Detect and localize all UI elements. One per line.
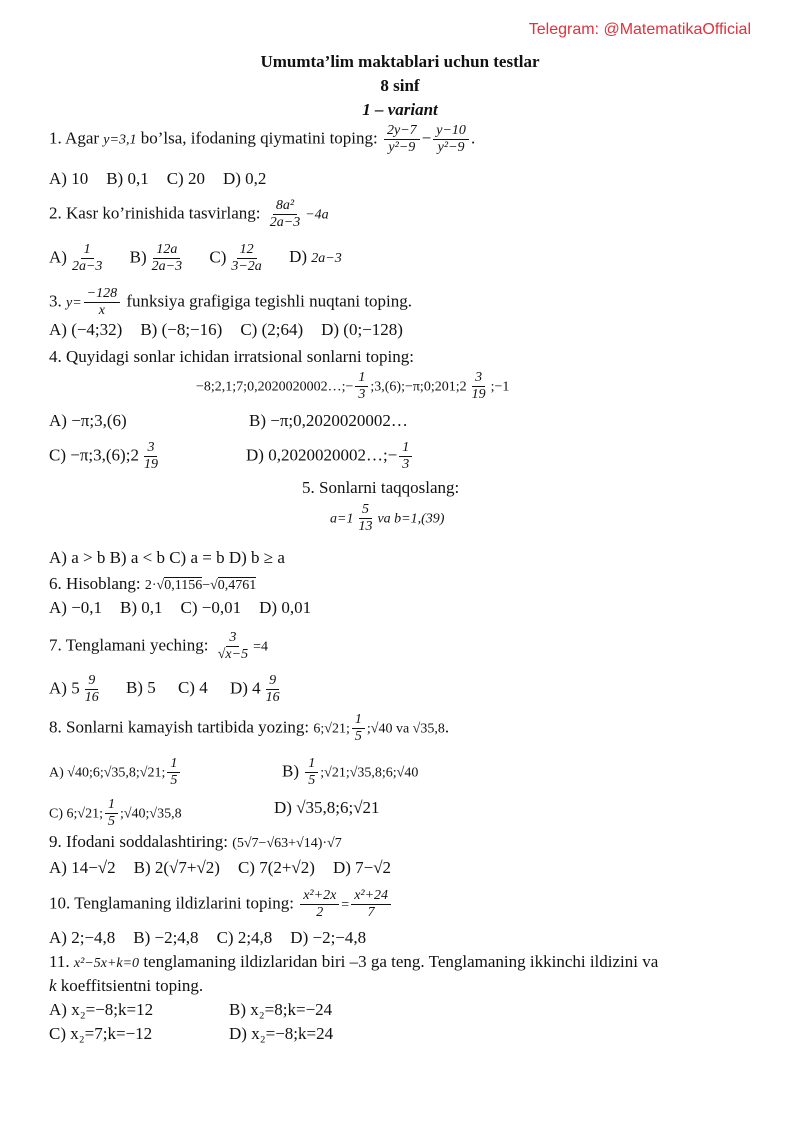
q7-d-pre: D) 4 xyxy=(229,678,261,698)
grade: 8 sinf xyxy=(380,76,420,95)
q9-option-b[interactable]: B) 2(√7+√2) xyxy=(133,858,220,877)
q10-option-c[interactable]: C) 2;4,8 xyxy=(216,928,273,947)
q8-num: 1 xyxy=(352,712,365,729)
q8-b-num: 1 xyxy=(305,756,318,773)
q11-text-1: tenglamaning ildizlaridan biri –3 ga teng. Tenglamaning ikkinchi ildizini va xyxy=(139,952,659,971)
question-6 xyxy=(49,573,256,597)
q2-b-label: B) xyxy=(129,247,147,267)
q3-pre: 3. xyxy=(49,291,66,311)
q2-b-den: 2a−3 xyxy=(151,259,183,274)
q2-c-frac xyxy=(228,242,264,275)
q2-d-value: 2a−3 xyxy=(311,251,342,267)
q8-c-num: 1 xyxy=(105,797,118,814)
q10-frac-2 xyxy=(351,888,391,921)
q8-option-c[interactable] xyxy=(49,797,182,830)
q5-expr-a: a=1 xyxy=(330,511,354,527)
question-7 xyxy=(49,630,268,663)
q2-fraction xyxy=(267,198,303,231)
q8-frac xyxy=(352,712,365,745)
q5-num: 5 xyxy=(359,502,372,519)
q1-minus: − xyxy=(421,128,432,148)
q8-end: . xyxy=(444,717,450,737)
q9-expr: (5√7−√63+√14)·√7 xyxy=(232,836,342,851)
q8-b-post: ;√21;√35,8;6;√40 xyxy=(320,765,419,781)
q9-option-c[interactable]: C) 7(2+√2) xyxy=(237,858,315,877)
q4-list-f-num: 1 xyxy=(355,370,368,387)
q10-f1-num: x²+2x xyxy=(300,888,339,905)
q11-k: k xyxy=(49,976,57,995)
q2-a-num: 1 xyxy=(81,242,94,259)
q4-d-den: 3 xyxy=(402,457,410,472)
q5-frac xyxy=(355,502,375,535)
q3-text: funksiya grafigiga tegishli nuqtani toping. xyxy=(122,291,413,311)
q10-f2-den: 7 xyxy=(367,905,375,920)
question-4: 4. Quyidagi sonlar ichidan irratsional sonlarni toping: xyxy=(49,347,414,366)
q7-den: √x−5 xyxy=(217,647,249,662)
q5-expr-b: va b=1,(39) xyxy=(377,511,445,527)
q10-eq: = xyxy=(341,897,350,913)
q4-c-num: 3 xyxy=(144,440,157,457)
q2-c-label: C) xyxy=(209,247,227,267)
q7-d-frac xyxy=(263,673,283,706)
q4-option-a[interactable]: A) −π;3,(6) xyxy=(49,411,127,430)
q8-a-pre: A) √40;6;√35,8;√21; xyxy=(49,765,166,781)
q10-text: 10. Tenglamaning ildizlarini toping: xyxy=(49,893,299,913)
q2-c-num: 12 xyxy=(237,242,257,259)
q4-list-c: ;−1 xyxy=(490,379,510,395)
q2-num: 8a² xyxy=(273,198,297,215)
q8-b-frac xyxy=(305,756,318,789)
q11-option-d[interactable]: D) x₂=−8;k=24 xyxy=(229,1024,334,1043)
q1-fraction-1 xyxy=(384,123,420,156)
q1-option-d[interactable]: D) 0,2 xyxy=(222,169,267,188)
q2-option-a[interactable] xyxy=(49,242,107,275)
q9-options xyxy=(49,857,409,879)
q3-option-b[interactable]: B) (−8;−16) xyxy=(140,320,223,339)
q6-radicand-2: 0,4761 xyxy=(217,578,257,593)
q4-list-b: ;3,(6);−π;0;201;2 xyxy=(370,379,467,395)
q2-a-label: A) xyxy=(49,247,67,267)
q3-option-d[interactable]: D) (0;−128) xyxy=(321,320,403,339)
q6-option-d[interactable]: D) 0,01 xyxy=(259,598,312,617)
q11-option-a[interactable]: A) x₂=−8;k=12 xyxy=(49,1000,154,1019)
q3-num: −128 xyxy=(84,286,120,303)
q3-ylabel: y= xyxy=(66,295,82,311)
q8-text: 8. Sonlarni kamayish tartibida yozing: xyxy=(49,717,314,737)
q4-list-frac-2 xyxy=(469,370,489,403)
q7-a-num: 9 xyxy=(85,673,98,690)
q8-expr-b: ;√40 va √35,8 xyxy=(366,721,445,737)
q4-d-frac xyxy=(399,440,412,473)
q11-option-b[interactable]: B) x₂=8;k=−24 xyxy=(229,1000,333,1019)
q7-num: 3 xyxy=(226,630,239,647)
question-9 xyxy=(49,831,342,855)
q8-option-a[interactable] xyxy=(49,756,182,789)
q11-text-2: koeffitsientni toping. xyxy=(56,976,204,995)
q7-d-num: 9 xyxy=(266,673,279,690)
q7-a-den: 16 xyxy=(84,690,99,705)
question-10 xyxy=(49,888,393,921)
q3-fraction xyxy=(84,286,120,319)
q7-option-a[interactable] xyxy=(49,673,104,706)
q7-option-d[interactable] xyxy=(230,673,285,706)
q4-d-pre: D) 0,2020020002…;− xyxy=(246,445,398,465)
q7-frac xyxy=(215,630,251,663)
q2-d-label: D) xyxy=(289,247,308,267)
question-5: 5. Sonlarni taqqoslang: xyxy=(302,478,460,497)
q2-text: 2. Kasr ko’rinishida tasvirlang: xyxy=(49,203,265,223)
q8-option-b[interactable] xyxy=(282,756,418,789)
telegram-channel: Telegram: @MatematikaOfficial xyxy=(528,21,751,38)
question-11 xyxy=(49,951,658,975)
q6-option-b[interactable]: B) 0,1 xyxy=(120,598,163,617)
q4-list-g-den: 19 xyxy=(471,387,486,402)
q4-option-b[interactable]: B) −π;0,2020020002… xyxy=(249,411,408,430)
q8-c-den: 5 xyxy=(107,814,115,829)
q8-expr-a: 6;√21; xyxy=(313,721,350,737)
q2-option-b[interactable] xyxy=(130,242,187,275)
q6-option-a[interactable]: A) −0,1 xyxy=(49,598,103,617)
q11-option-c[interactable]: C) x₂=7;k=−12 xyxy=(49,1024,153,1043)
q8-c-frac xyxy=(105,797,118,830)
q2-option-d[interactable] xyxy=(289,246,342,270)
q7-eq: =4 xyxy=(253,639,268,655)
q6-options xyxy=(49,597,329,619)
q4-list-a: −8;2,1;7;0,2020020002…;− xyxy=(196,379,354,395)
q1-option-a[interactable]: A) 10 xyxy=(49,169,89,188)
header xyxy=(0,50,800,122)
q1-option-c[interactable]: C) 20 xyxy=(166,169,205,188)
q2-c-den: 3−2a xyxy=(231,259,262,274)
q10-options xyxy=(49,927,384,949)
question-3 xyxy=(49,286,412,319)
q7-d-den: 16 xyxy=(265,690,280,705)
q3-option-a[interactable]: A) (−4;32) xyxy=(49,320,123,339)
q1-f1-den: y²−9 xyxy=(388,140,416,155)
q4-list-f-den: 3 xyxy=(358,387,366,402)
q1-cond: y=3,1 xyxy=(103,132,137,148)
q8-b-den: 5 xyxy=(308,773,316,788)
q7-options xyxy=(49,673,303,706)
question-2 xyxy=(49,198,329,231)
q7-a-frac xyxy=(82,673,102,706)
q1-fraction-2 xyxy=(433,123,469,156)
q10-option-b[interactable]: B) −2;4,8 xyxy=(133,928,199,947)
q8-a-frac xyxy=(167,756,180,789)
question-8 xyxy=(49,712,449,745)
q10-f2-num: x²+24 xyxy=(351,888,391,905)
q11-expr: x²−5x+k=0 xyxy=(73,956,140,971)
q8-c-pre: C) 6;√21; xyxy=(49,806,103,822)
q1-f2-num: y−10 xyxy=(433,123,469,140)
q3-den: x xyxy=(98,303,105,318)
q1-mid: bo’lsa, ifodaning qiymatini toping: xyxy=(136,128,382,148)
q2-den: 2a−3 xyxy=(269,215,301,230)
q3-options xyxy=(49,319,421,341)
question-11-line-2 xyxy=(49,975,203,997)
q1-end: . xyxy=(470,128,476,148)
q9-option-a[interactable]: A) 14−√2 xyxy=(49,858,116,877)
question-1 xyxy=(49,123,475,156)
q10-option-a[interactable]: A) 2;−4,8 xyxy=(49,928,116,947)
page-title: Umumta’lim maktablari uchun testlar xyxy=(260,52,540,71)
q4-c-frac xyxy=(141,440,161,473)
q4-number-list xyxy=(196,370,509,403)
q5-options[interactable]: A) a > b B) a < b C) a = b D) b ≥ a xyxy=(49,548,285,567)
q1-pre: 1. Agar xyxy=(49,128,104,148)
q10-option-d[interactable]: D) −2;−4,8 xyxy=(290,928,367,947)
q6-option-c[interactable]: C) −0,01 xyxy=(180,598,242,617)
q6-text: 6. Hisoblang: xyxy=(49,574,145,593)
q2-option-c[interactable] xyxy=(209,242,266,275)
q2-options xyxy=(49,242,360,275)
q6-radicand-1: 0,1156 xyxy=(164,578,203,593)
q1-f1-num: 2y−7 xyxy=(384,123,420,140)
q8-c-post: ;√40;√35,8 xyxy=(119,806,182,822)
q4-option-c[interactable] xyxy=(49,440,163,473)
q7-option-b[interactable]: B) 5 xyxy=(125,678,156,698)
q3-option-c[interactable]: C) (2;64) xyxy=(240,320,304,339)
q8-den: 5 xyxy=(354,729,362,744)
q10-frac-1 xyxy=(300,888,339,921)
q4-d-num: 1 xyxy=(399,440,412,457)
q2-b-num: 12a xyxy=(153,242,180,259)
q7-option-c[interactable]: C) 4 xyxy=(177,678,208,698)
q2-b-frac xyxy=(149,242,185,275)
q5-expression xyxy=(330,502,444,535)
q11-pre: 11. xyxy=(49,952,74,971)
q7-a-pre: A) 5 xyxy=(49,678,80,698)
q2-tail: −4a xyxy=(305,207,329,223)
q4-c-pre: C) −π;3,(6);2 xyxy=(49,445,139,465)
q2-a-den: 2a−3 xyxy=(71,259,103,274)
q10-f1-den: 2 xyxy=(316,905,324,920)
q8-a-num: 1 xyxy=(167,756,180,773)
q9-option-d[interactable]: D) 7−√2 xyxy=(332,858,392,877)
q4-c-den: 19 xyxy=(143,457,158,472)
q1-f2-den: y²−9 xyxy=(437,140,465,155)
q8-b-pre: B) xyxy=(282,761,304,781)
q2-a-frac xyxy=(69,242,105,275)
q7-text: 7. Tenglamani yeching: xyxy=(49,635,213,655)
variant: 1 – variant xyxy=(362,100,438,119)
q9-text: 9. Ifodani soddalashtiring: xyxy=(49,832,233,851)
q8-a-den: 5 xyxy=(170,773,178,788)
q4-option-d[interactable] xyxy=(246,440,414,473)
q6-expr-pre: 2·√ xyxy=(144,578,165,593)
q8-option-d[interactable]: D) √35,8;6;√21 xyxy=(274,798,380,817)
q1-options xyxy=(49,168,284,190)
q5-den: 13 xyxy=(358,519,373,534)
q6-expr-mid: −√ xyxy=(202,578,218,593)
q4-list-frac-1 xyxy=(355,370,368,403)
q1-option-b[interactable]: B) 0,1 xyxy=(106,169,149,188)
q4-list-g-num: 3 xyxy=(472,370,485,387)
